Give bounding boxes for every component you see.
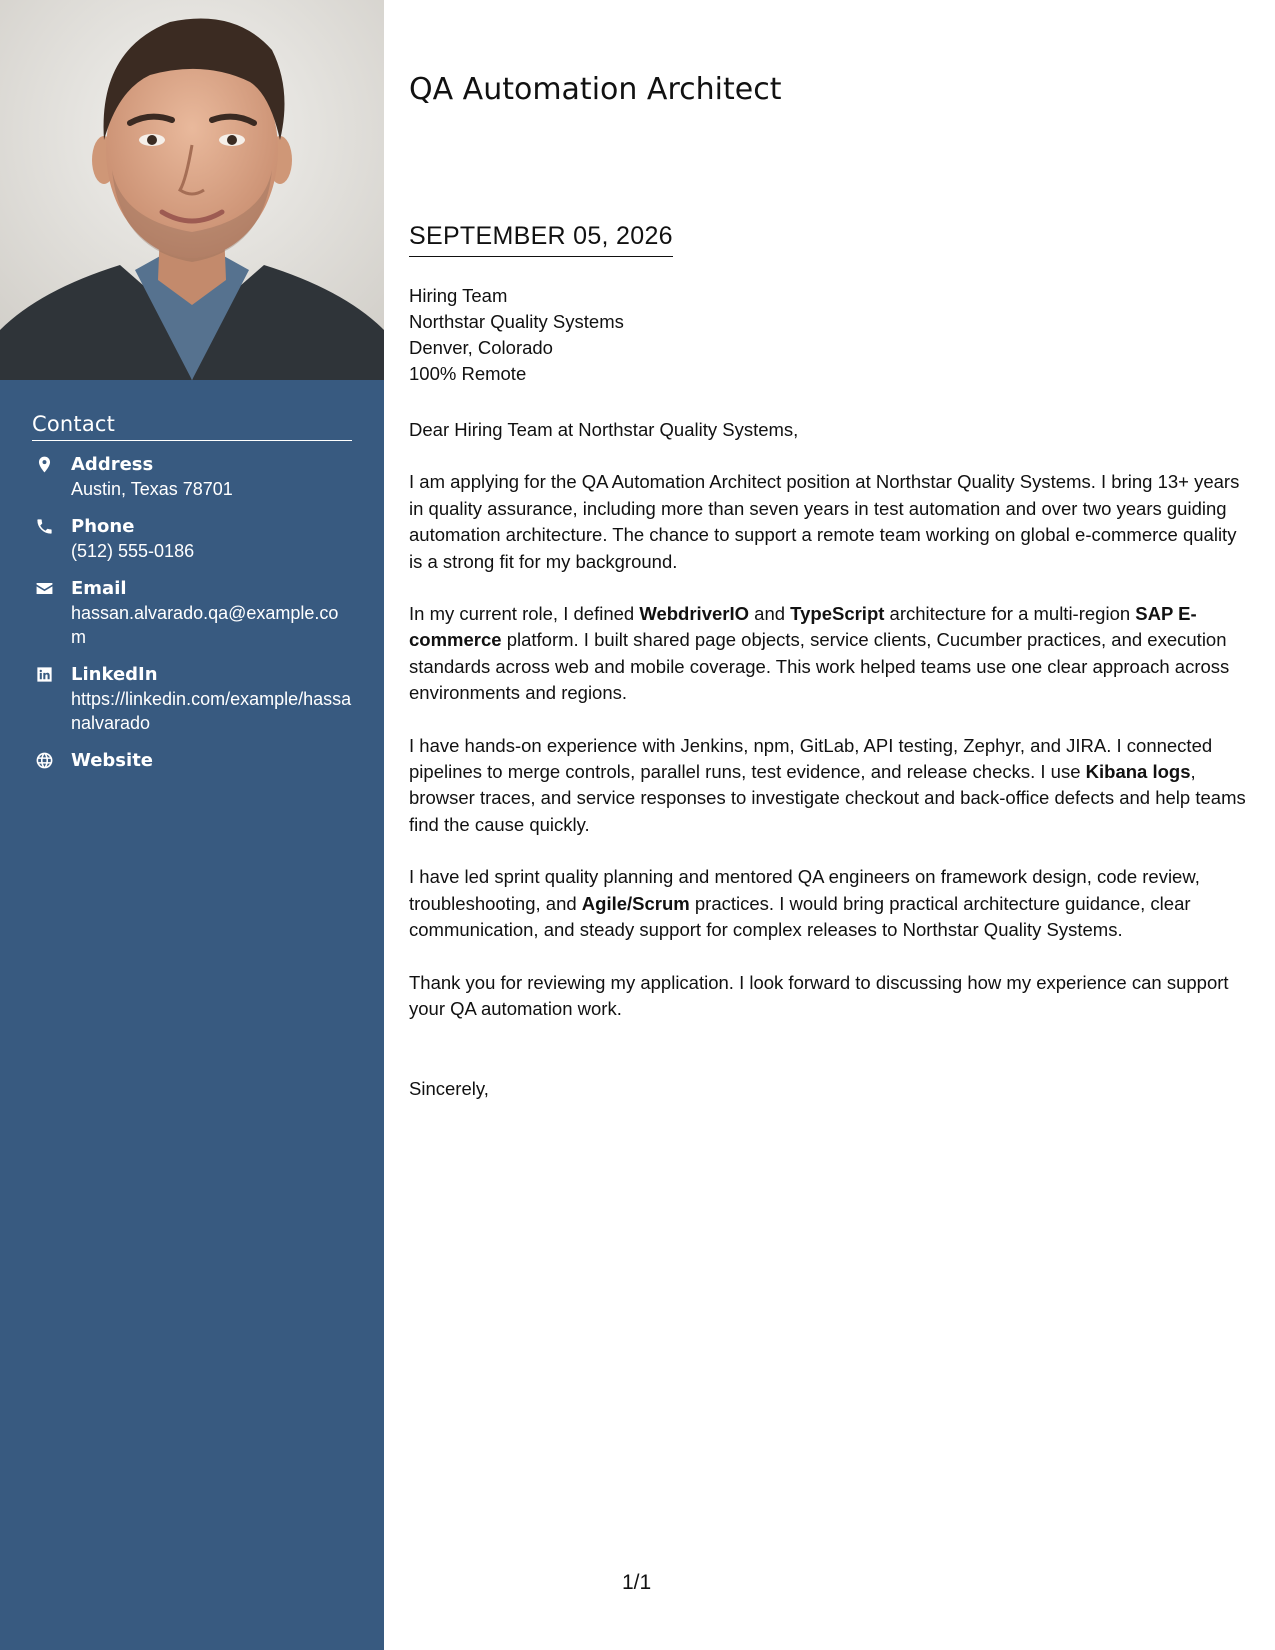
keyword: SAP E-commerce [409, 603, 1197, 651]
keyword: WebdriverIO [639, 603, 750, 625]
linkedin-value[interactable]: https://linkedin.com/example/hassanalvarado [71, 689, 352, 733]
email-value[interactable]: hassan.alvarado.qa@example.com [71, 603, 339, 647]
address-label: Address [71, 454, 154, 475]
recipient-location: Denver, Colorado [409, 337, 553, 358]
address-value: Austin, Texas 78701 [71, 479, 233, 499]
map-pin-icon [34, 454, 54, 474]
paragraph-4: I have led sprint quality planning and mentored QA engineers on framework design, code review, troubleshooting, and Agile/Scrum practices. I would bring practical architecture guidance, clear communication, and steady support for complex releases to Northstar Quality Systems. [409, 866, 1200, 941]
envelope-icon [34, 578, 54, 598]
letter-text [409, 417, 1254, 1048]
recipient-line: Hiring Team [409, 285, 508, 306]
phone-icon [34, 516, 54, 536]
sidebar [0, 0, 384, 1650]
contact-linkedin [32, 663, 352, 735]
paragraph-3: I have hands-on experience with Jenkins, npm, GitLab, API testing, Zephyr, and JIRA. I connected pipelines to merge controls, parallel runs, test evidence, and release checks. I use Kibana logs, browser traces, and service responses to investigate checkout and back-office defects and help teams find the cause quickly. [409, 734, 1246, 835]
contact-section [32, 412, 352, 787]
keyword: Agile/Scrum [581, 892, 690, 914]
job-title: QA Automation Architect [409, 72, 782, 107]
email-label: Email [71, 578, 127, 599]
contact-phone [32, 515, 352, 563]
keyword: TypeScript [790, 603, 885, 625]
greeting: Dear Hiring Team at Northstar Quality Systems, [409, 419, 799, 440]
contact-heading: Contact [32, 412, 352, 441]
linkedin-icon [34, 664, 54, 684]
paragraph-2: In my current role, I defined WebdriverIO and TypeScript architecture for a multi-region SAP E-commerce platform. I built shared page objects, service clients, Cucumber practices, and execution standards across web and mobile coverage. This work helped teams use one clear approach across environments and regions. [409, 603, 1230, 704]
paragraph-1: I am applying for the QA Automation Architect position at Northstar Quality Systems. I bring 13+ years in quality assurance, including more than seven years in test automation and over two years guiding automation architecture. The chance to support a remote team working on global e-commerce quality is a strong fit for my background. [409, 471, 1240, 572]
phone-value[interactable]: (512) 555-0186 [71, 541, 195, 561]
recipient-company: Northstar Quality Systems [409, 311, 624, 332]
phone-label: Phone [71, 516, 135, 537]
keyword: Kibana logs [1085, 761, 1191, 783]
contact-email [32, 577, 352, 649]
linkedin-label: LinkedIn [71, 664, 158, 685]
recipient-block [409, 283, 624, 387]
page-number: 1/1 [622, 1571, 652, 1594]
profile-photo [0, 0, 384, 380]
paragraph-5: Thank you for reviewing my application. I look forward to discussing how my experience can support your QA automation work. [409, 971, 1229, 1019]
recipient-work-mode: 100% Remote [409, 363, 527, 384]
closing: Sincerely, [409, 1078, 489, 1099]
globe-icon [34, 750, 54, 770]
contact-website [32, 749, 352, 773]
contact-address [32, 453, 352, 501]
website-label[interactable]: Website [71, 750, 154, 771]
letter-date: SEPTEMBER 05, 2026 [409, 222, 673, 257]
